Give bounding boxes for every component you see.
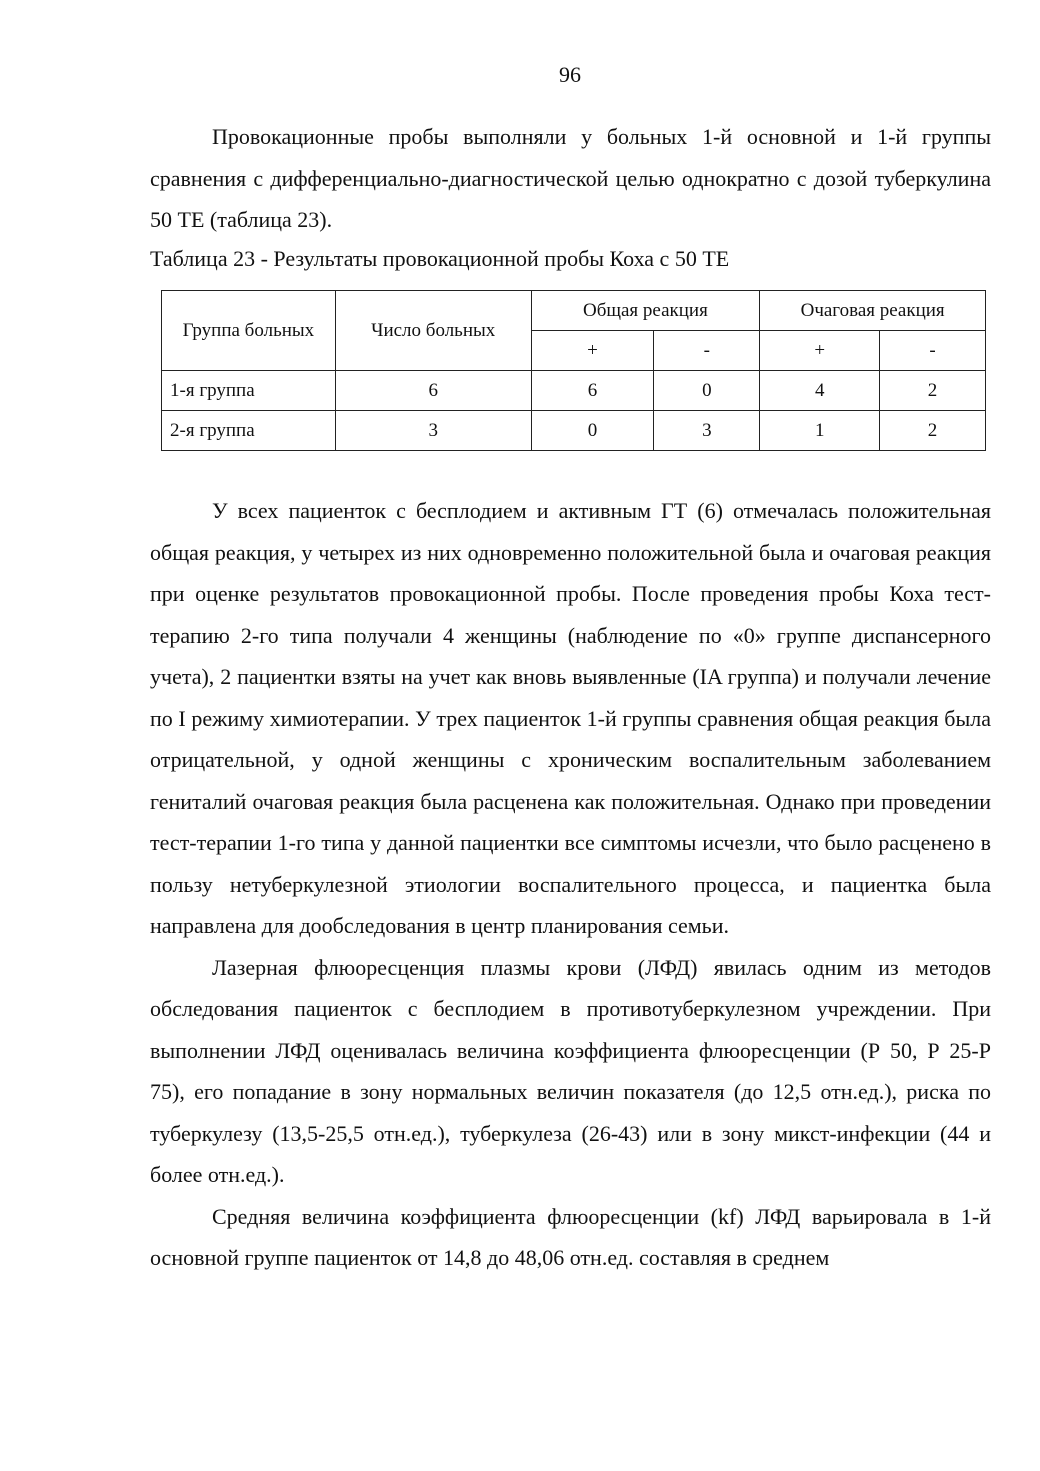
page-number: 96 bbox=[559, 62, 581, 87]
cell-general-plus: 0 bbox=[531, 411, 654, 451]
intro-paragraph: Провокационные пробы выполняли у больных 1-й основной и 1-й группы сравнения с дифференциально-диагностической целью однократно с дозой туберкулина 50 ТЕ (таблица 23). bbox=[150, 124, 991, 232]
header-count: Число больных bbox=[335, 291, 531, 371]
cell-count: 3 bbox=[335, 411, 531, 451]
cell-count: 6 bbox=[335, 371, 531, 411]
results-table bbox=[161, 290, 986, 451]
header-focal-minus: - bbox=[880, 331, 986, 371]
table-row bbox=[162, 411, 986, 451]
cell-focal-minus: 2 bbox=[880, 371, 986, 411]
body-paragraph: Лазерная флюоресценция плазмы крови (ЛФД) явилась одним из методов обследования пациенток с бесплодием в противотуберкулезном учреждении. При выполнении ЛФД оценивалась величина коэффициента флюоресценции (Р 50, Р 25-Р 75), его попадание в зону нормальных величин показателя (до 12,5 отн.ед.), риска по туберкулезу (13,5-25,5 отн.ед.), туберкулеза (26-43) или в зону микст-инфекции (44 и более отн.ед.). bbox=[150, 954, 991, 1187]
header-group: Группа больных bbox=[162, 291, 336, 371]
header-focal-reaction: Очаговая реакция bbox=[760, 291, 986, 331]
intro-text bbox=[150, 116, 991, 241]
body-paragraph: У всех пациенток с бесплодием и активным ГТ (6) отмечалась положительная общая реакция, у четырех из них одновременно положительной была и очаговая реакция при оценке результатов провокационной пробы. После проведения пробы Коха тест-терапию 2-го типа получали 4 женщины (наблюдение по «0» группе диспансерного учета), 2 пациентки взяты на учет как вновь выявленные (IA группа) и получали лечение по I режиму химиотерапии. У трех пациенток 1-й группы сравнения общая реакция была отрицательной, у одной женщины с хроническим воспалительным заболеванием гениталий очаговая реакция была расценена как положительная. Однако при проведении тест-терапии 1-го типа у данной пациентки все симптомы исчезли, что было расценено в пользу нетуберкулезной этиологии воспалительного процесса, и пациентка была направлена для дообследования в центр планирования семьи. bbox=[150, 498, 991, 938]
cell-focal-plus: 1 bbox=[760, 411, 880, 451]
table-caption: Таблица 23 - Результаты провокационной пробы Коха с 50 ТЕ bbox=[150, 246, 730, 271]
header-general-reaction: Общая реакция bbox=[531, 291, 760, 331]
body-paragraph: Средняя величина коэффициента флюоресценции (kf) ЛФД варьировала в 1-й основной группе пациенток от 14,8 до 48,06 отн.ед. составляя в среднем bbox=[150, 1203, 991, 1270]
cell-focal-minus: 2 bbox=[880, 411, 986, 451]
header-general-minus: - bbox=[654, 331, 760, 371]
cell-general-plus: 6 bbox=[531, 371, 654, 411]
cell-general-minus: 3 bbox=[654, 411, 760, 451]
cell-group: 2-я группа bbox=[162, 411, 336, 451]
cell-focal-plus: 4 bbox=[760, 371, 880, 411]
table-header-row bbox=[162, 291, 986, 331]
cell-group: 1-я группа bbox=[162, 371, 336, 411]
header-focal-plus: + bbox=[760, 331, 880, 371]
header-general-plus: + bbox=[531, 331, 654, 371]
table-row bbox=[162, 371, 986, 411]
cell-general-minus: 0 bbox=[654, 371, 760, 411]
body-text bbox=[150, 490, 991, 1279]
